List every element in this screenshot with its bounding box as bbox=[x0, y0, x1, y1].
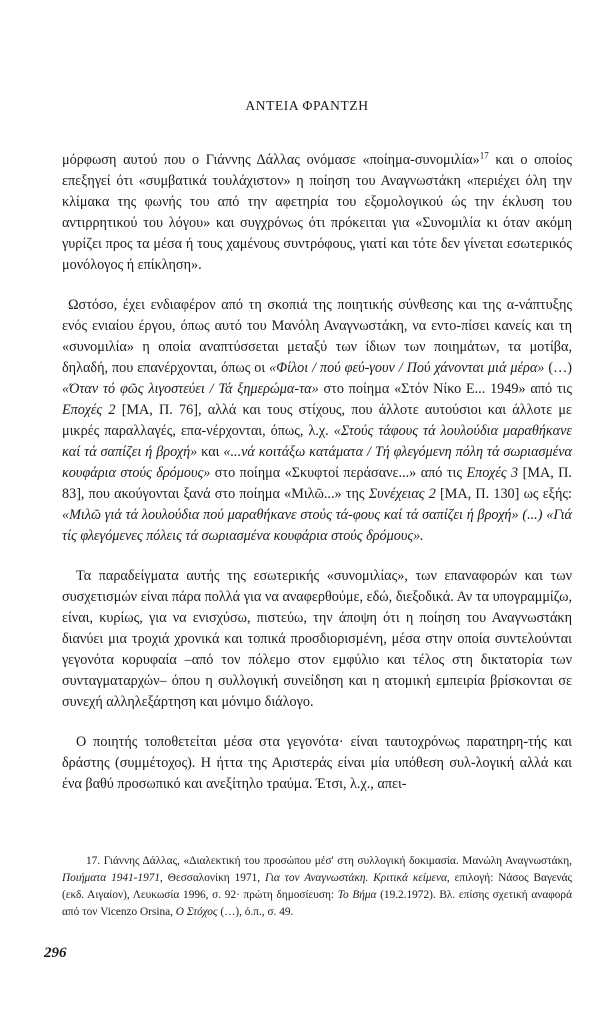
italic-quote: «...νά κοιτάξω κατάματα / Τή φλεγόμενη πόλη τά σωριασμένα κουφάρια στούς δρόμους» bbox=[62, 444, 573, 481]
footnote bbox=[62, 853, 572, 921]
running-title: ΑΝΤΕΙΑ ΦΡΑΝΤΖΗ bbox=[245, 98, 369, 113]
footnotes bbox=[62, 853, 572, 921]
running-header bbox=[0, 98, 614, 114]
text-run: (…), ό.π., σ. 49. bbox=[217, 906, 294, 918]
text-run: και ο οποίος επεξηγεί ότι «συμβατικά τουλάχιστον» η ποίηση του Αναγνωστάκη «περιέχει όλη την κλίμακα της φωνής του από την αφετηρία του εξομολογικού ώς την έκλυση του αντιρρητικού του λόγου» και συγχρόνως ότι πρόκειται για «Συνομιλία κι όταν ακόμη γυρίζει προς τα μέσα ή τους χαμένους συντρόφους, γιατί και τότε δεν γίνεται εσωτερικός μονόλογος ή επίκληση». bbox=[62, 152, 573, 273]
italic-quote: Ποιήματα 1941-1971 bbox=[62, 872, 161, 884]
text-run: , Θεσσαλονίκη 1971, bbox=[160, 872, 265, 884]
italic-quote: Εποχές 3 bbox=[466, 465, 519, 481]
italic-quote: «Στούς τάφους τά λουλούδια μαραθήκανε καί τά σαπίζει ή βροχή» bbox=[62, 423, 573, 460]
italic-quote: Ο Στόχος bbox=[175, 906, 218, 918]
text-run: (…) bbox=[544, 360, 572, 376]
italic-quote: Εποχές 2 bbox=[62, 402, 116, 418]
text-run: στο ποίημα «Σκυφτοί περάσανε...» από τις bbox=[210, 465, 467, 481]
text-run: [ΜΑ, Π. 130] ως εξής: bbox=[435, 486, 572, 502]
text-run: και bbox=[197, 444, 224, 460]
text-run: στο ποίημα «Στόν Νίκο Ε... 1949» από τις bbox=[318, 381, 572, 397]
main-text bbox=[62, 150, 572, 795]
text-run: (19.2.1972). Βλ. επίσης σχετική αναφορά από τον Vicenzo Orsina, bbox=[62, 889, 572, 918]
paragraph bbox=[62, 732, 572, 795]
text-run: Ο ποιητής τοποθετείται μέσα στα γεγονότα· είναι ταυτοχρόνως παρατηρη-τής και δράστης (συμμέτοχος). Η ήττα της Αριστεράς είναι μία υπόθεση συλ-λογική αλλά και ένα βαθύ προσωπικό και ανεξίτηλο τραύμα. Έτσι, λ.χ., απει- bbox=[62, 734, 572, 792]
italic-quote: Συνέχειας 2 bbox=[368, 486, 436, 502]
text-run: , επιλογή: Νάσος Βαγενάς (εκδ. Αιγαίον), Λευκωσία 1996, σ. 92· πρώτη δημοσίευση: bbox=[62, 872, 573, 901]
text-run: μόρφωση αυτού που ο Γιάννης Δάλλας ονόμασε «ποίημα-συνομιλία» bbox=[62, 152, 480, 168]
paragraph bbox=[62, 566, 572, 713]
text-run: [ΜΑ, Π. 83], που ακούγονται ξανά στο ποίημα «Μιλῶ...» της bbox=[62, 465, 572, 502]
text-run: [ΜΑ, Π. 76], αλλά και τους στίχους, που άλλοτε αυτούσιοι και άλλοτε με μικρές παραλλαγές, επα-νέρχονται, όπως, λ.χ. bbox=[62, 402, 572, 439]
page-number: 296 bbox=[44, 945, 67, 961]
italic-quote: «Όταν τό φῶς λιγοστεύει / Τά ξημερώμα-τα» bbox=[62, 381, 319, 397]
text-run: Ωστόσο, έχει ενδιαφέρον από τη σκοπιά της ποιητικής σύνθεσης και της α-νάπτυξης ενός ενιαίου έργου, όπως αυτό του Μανόλη Αναγνωστάκη, να εντο-πίσει κανείς και τη «συνομιλία» η οποία αναπτύσσεται μεταξύ των ίδιων των ποιημάτων, τα μοτίβα, δηλαδή, που επανέρχονται, όπως οι bbox=[62, 297, 572, 376]
text-run: 17. Γιάννης Δάλλας, «Διαλεκτική του προσώπου μέσ' στη συλλογική δοκιμασία. Μανώλη Αναγνωστάκη, bbox=[86, 855, 572, 867]
italic-quote: «Μιλῶ γιά τά λουλούδια πού μαραθήκανε στούς τά-φους καί τά σαπίζει ή βροχή» (...) «Γιά τίς φλεγόμενες πόλεις τά σωριασμένα κουφάρια στούς δρόμους». bbox=[62, 507, 572, 544]
paragraph bbox=[62, 150, 572, 276]
paragraph bbox=[62, 295, 572, 547]
italic-quote: Το Βήμα bbox=[337, 889, 377, 901]
text-run: Τα παραδείγματα αυτής της εσωτερικής «συνομιλίας», των επαναφορών και των συσχετισμών είναι πάρα πολλά για να αναφερθούμε, εδώ, διεξοδικά. Αν τα υπογραμμίζω, είναι, κυρίως, για να ενισχύσω, πιστεύω, την άποψη ότι η ποίηση του Αναγνωστάκη διανύει μια τροχιά χρονικά και τοπικά προσδιορισμένη, μέσα στην οποία συντελούνται γεγονότα κορυφαία –από τον πόλεμο στον εμφύλιο και τέλος στη δικτατορία των συνταγματαρχών– όπου η συλλογική συνείδηση και η ατομική εμπειρία βρίσκονται σε συνεχή αλληλεξάρτηση και μόνιμο διάλογο. bbox=[62, 568, 572, 710]
footnote-ref: 17 bbox=[479, 150, 489, 161]
italic-quote: Για τον Αναγνωστάκη. Κριτικά κείμενα bbox=[264, 872, 447, 884]
italic-quote: «Φίλοι / πού φεύ-γουν / Πού χάνονται μιά μέρα» bbox=[269, 360, 545, 376]
